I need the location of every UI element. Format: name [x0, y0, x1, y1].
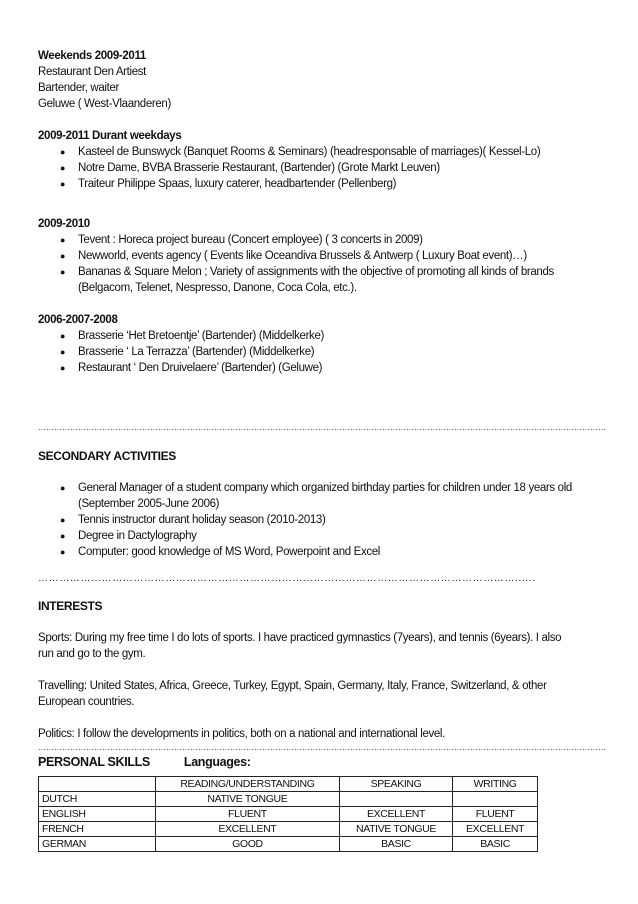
interests-politics: Politics: I follow the developments in politics, both on a national and international level.	[38, 728, 445, 740]
table-cell: EXCELLENT	[339, 807, 452, 822]
separator: ……………………………………………………………………………………………………………………………………………………………………………………………	[38, 423, 606, 432]
bullet-icon: ●	[60, 267, 66, 277]
block1-list	[38, 144, 598, 192]
table-header-cell: WRITING	[453, 777, 538, 792]
bullet-icon: ●	[60, 483, 66, 493]
separator: ……………………………………………………………………………………………………………………………………………………………………………………………	[38, 743, 606, 752]
bullet-icon: ●	[60, 251, 66, 261]
bullet-icon: ●	[60, 363, 66, 373]
interests-travelling: Travelling: United States, Africa, Greece, Turkey, Egypt, Spain, Germany, Italy, France, Switzerland, & other European countries.	[38, 680, 547, 708]
interests-title: INTERESTS	[38, 599, 103, 613]
list-item: ● Brasserie ‘ La Terrazza’ (Bartender) (Middelkerke)	[60, 346, 315, 358]
list-item: ● Brasserie ‘Het Bretoentje’ (Bartender) (Middelkerke)	[60, 330, 324, 342]
list-item: ● Degree in Dactylography	[60, 530, 197, 542]
bullet-icon: ●	[60, 347, 66, 357]
list-item: ● Traiteur Philippe Spaas, luxury caterer, headbartender (Pellenberg)	[60, 178, 397, 190]
list-item: ● Tennis instructor durant holiday season (2010-2013)	[60, 514, 326, 526]
weekends-line: Bartender, waiter	[38, 82, 119, 94]
table-cell: DUTCH	[39, 792, 156, 807]
table-cell: ENGLISH	[39, 807, 156, 822]
list-item-continuation: (September 2005-June 2006)	[78, 498, 220, 510]
bullet-icon: ●	[60, 515, 66, 525]
list-item-continuation: (Belgacom, Telenet, Nespresso, Danone, Coca Cola, etc.).	[78, 282, 357, 294]
table-cell: EXCELLENT	[453, 822, 538, 837]
table-row	[39, 807, 538, 822]
block1-title: 2009-2011 Durant weekdays	[38, 130, 182, 142]
table-cell: GERMAN	[39, 837, 156, 852]
bullet-icon: ●	[60, 547, 66, 557]
table-cell: EXCELLENT	[156, 822, 340, 837]
list-item: ● Computer: good knowledge of MS Word, Powerpoint and Excel	[60, 546, 381, 558]
list-item: ● Restaurant ‘ Den Druivelaere’ (Bartender) (Geluwe)	[60, 362, 323, 374]
bullet-icon: ●	[60, 531, 66, 541]
table-header-cell: SPEAKING	[339, 777, 452, 792]
table-row	[39, 822, 538, 837]
block2-title: 2009-2010	[38, 218, 90, 230]
table-row	[39, 837, 538, 852]
separator: ………………………………………………………………………………………………………………………..….	[38, 573, 536, 584]
secondary-list	[38, 480, 598, 560]
table-cell: GOOD	[156, 837, 340, 852]
table-cell: NATIVE TONGUE	[339, 822, 452, 837]
secondary-title: SECONDARY ACTIVITIES	[38, 449, 176, 463]
bullet-icon: ●	[60, 179, 66, 189]
table-row	[39, 792, 538, 807]
table-cell	[339, 792, 452, 807]
bullet-icon: ●	[60, 147, 66, 157]
table-cell: FLUENT	[453, 807, 538, 822]
list-item: ● Tevent : Horeca project bureau (Concert employee) ( 3 concerts in 2009)	[60, 234, 423, 246]
table-cell: BASIC	[339, 837, 452, 852]
table-header-cell	[39, 777, 156, 792]
languages-label: Languages:	[183, 755, 251, 769]
interests-sports: Sports: During my free time I do lots of sports. I have practiced gymnastics (7years), and tennis (6years). I also run and go to the gym.	[38, 632, 562, 660]
list-item: ● Kasteel de Bunswyck (Banquet Rooms & Seminars) (headresponsable of marriages)( Kessel-Lo)	[60, 146, 541, 158]
table-cell: BASIC	[453, 837, 538, 852]
skills-title: PERSONAL SKILLS	[38, 755, 150, 769]
block3-list	[38, 328, 598, 376]
block2-list	[38, 232, 598, 296]
table-cell: FRENCH	[39, 822, 156, 837]
list-item: ● Notre Dame, BVBA Brasserie Restaurant, (Bartender) (Grote Markt Leuven)	[60, 162, 440, 174]
table-cell: FLUENT	[156, 807, 340, 822]
block3-title: 2006-2007-2008	[38, 314, 118, 326]
table-cell: NATIVE TONGUE	[156, 792, 340, 807]
bullet-icon: ●	[60, 331, 66, 341]
list-item: ● Newworld, events agency ( Events like Oceandiva Brussels & Antwerp ( Luxury Boat event)…)	[60, 250, 527, 262]
table-cell	[453, 792, 538, 807]
weekends-title: Weekends 2009-2011	[38, 50, 146, 62]
list-item: ● Bananas & Square Melon ; Variety of assignments with the objective of promoting all kinds of brands	[60, 266, 554, 278]
resume-page	[38, 48, 606, 852]
weekends-line: Restaurant Den Artiest	[38, 66, 146, 78]
languages-table	[38, 776, 538, 852]
weekends-line: Geluwe ( West-Vlaanderen)	[38, 98, 171, 110]
list-item: ● General Manager of a student company which organized birthday parties for children under 18 years old	[60, 482, 572, 494]
table-header-row	[39, 777, 538, 792]
bullet-icon: ●	[60, 163, 66, 173]
table-header-cell: READING/UNDERSTANDING	[156, 777, 340, 792]
skills-heading	[38, 754, 598, 770]
bullet-icon: ●	[60, 235, 66, 245]
